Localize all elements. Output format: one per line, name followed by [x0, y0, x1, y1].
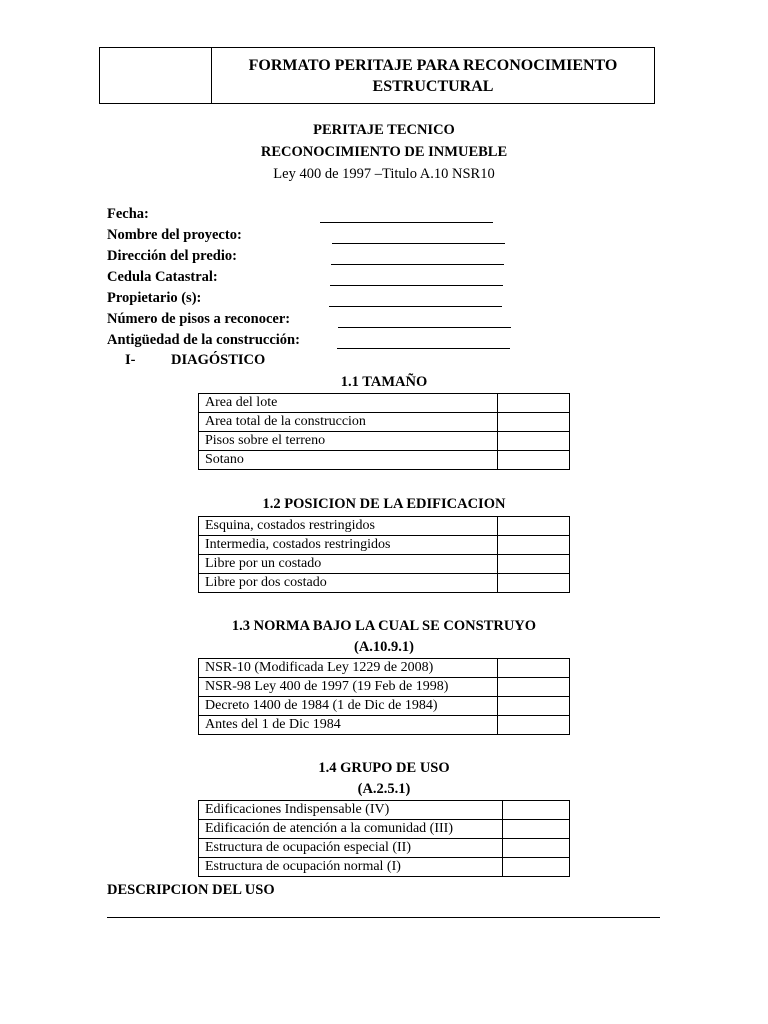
- section-1-2-title: 1.2 POSICION DE LA EDIFICACION: [262, 496, 506, 512]
- field-label-nombre-proyecto: Nombre del proyecto:: [107, 227, 242, 243]
- table-row: [199, 432, 570, 451]
- table-row: [199, 413, 570, 432]
- row-label: Edificaciones Indispensable (IV): [199, 801, 503, 820]
- field-label-antiguedad: Antigüedad de la construcción:: [107, 332, 300, 348]
- row-label: Estructura de ocupación normal (I): [199, 858, 503, 877]
- field-label-pisos: Número de pisos a reconocer:: [107, 311, 291, 327]
- table-row: [199, 678, 570, 697]
- description-line[interactable]: [107, 917, 660, 918]
- table-row: [199, 517, 570, 536]
- check-cell[interactable]: [503, 820, 570, 839]
- row-label: Estructura de ocupación especial (II): [199, 839, 503, 858]
- intro-line-1: PERITAJE TECNICO: [313, 122, 455, 138]
- table-row: [199, 574, 570, 593]
- check-cell[interactable]: [503, 801, 570, 820]
- field-line-propietario[interactable]: [329, 306, 502, 307]
- section-1-4-title: 1.4 GRUPO DE USO: [318, 760, 450, 776]
- description-label: DESCRIPCION DEL USO: [107, 882, 275, 898]
- field-line-cedula[interactable]: [330, 285, 503, 286]
- section-1-3-title: 1.3 NORMA BAJO LA CUAL SE CONSTRUYO: [231, 618, 537, 634]
- field-line-direccion[interactable]: [331, 264, 504, 265]
- field-label-direccion: Dirección del predio:: [107, 248, 237, 264]
- section-1-1-title: 1.1 TAMAÑO: [340, 374, 428, 390]
- row-label: Area del lote: [199, 394, 498, 413]
- check-cell[interactable]: [498, 697, 570, 716]
- table-row: [199, 716, 570, 735]
- field-line-pisos[interactable]: [338, 327, 511, 328]
- row-label: Pisos sobre el terreno: [199, 432, 498, 451]
- section-title: DIAGÓSTICO: [171, 352, 266, 368]
- check-cell[interactable]: [498, 574, 570, 593]
- intro-line-3: Ley 400 de 1997 –Titulo A.10 NSR10: [273, 166, 495, 182]
- table-grupo-uso: [198, 800, 570, 877]
- row-label: NSR-98 Ley 400 de 1997 (19 Feb de 1998): [199, 678, 498, 697]
- check-cell[interactable]: [498, 451, 570, 470]
- table-row: [199, 555, 570, 574]
- check-cell[interactable]: [498, 659, 570, 678]
- row-label: Edificación de atención a la comunidad (III): [199, 820, 503, 839]
- field-label-cedula: Cedula Catastral:: [107, 269, 218, 285]
- field-label-fecha: Fecha:: [107, 206, 149, 222]
- check-cell[interactable]: [498, 536, 570, 555]
- table-row: [199, 839, 570, 858]
- table-row: [199, 697, 570, 716]
- row-label: Decreto 1400 de 1984 (1 de Dic de 1984): [199, 697, 498, 716]
- field-line-nombre-proyecto[interactable]: [332, 243, 505, 244]
- section-number: I-: [125, 352, 136, 368]
- table-row: [199, 659, 570, 678]
- table-row: [199, 820, 570, 839]
- title-line-2: ESTRUCTURAL: [372, 77, 494, 95]
- header-box: [99, 47, 655, 104]
- check-cell[interactable]: [498, 413, 570, 432]
- logo-cell: [100, 48, 212, 103]
- check-cell[interactable]: [503, 858, 570, 877]
- table-row: [199, 451, 570, 470]
- check-cell[interactable]: [498, 555, 570, 574]
- row-label: NSR-10 (Modificada Ley 1229 de 2008): [199, 659, 498, 678]
- check-cell[interactable]: [498, 517, 570, 536]
- table-row: [199, 858, 570, 877]
- check-cell[interactable]: [503, 839, 570, 858]
- document-title: [212, 48, 654, 103]
- row-label: Libre por dos costado: [199, 574, 498, 593]
- table-posicion: [198, 516, 570, 593]
- check-cell[interactable]: [498, 716, 570, 735]
- table-row: [199, 394, 570, 413]
- row-label: Area total de la construccion: [199, 413, 498, 432]
- table-tamano: [198, 393, 570, 470]
- table-row: [199, 801, 570, 820]
- section-1-4-subtitle: (A.2.5.1): [357, 781, 411, 797]
- field-line-fecha[interactable]: [320, 222, 493, 223]
- section-heading: [125, 352, 265, 369]
- field-line-antiguedad[interactable]: [337, 348, 510, 349]
- row-label: Esquina, costados restringidos: [199, 517, 498, 536]
- check-cell[interactable]: [498, 432, 570, 451]
- row-label: Libre por un costado: [199, 555, 498, 574]
- table-row: [199, 536, 570, 555]
- field-label-propietario: Propietario (s):: [107, 290, 202, 306]
- check-cell[interactable]: [498, 678, 570, 697]
- table-norma: [198, 658, 570, 735]
- section-1-3-subtitle: (A.10.9.1): [353, 639, 414, 655]
- row-label: Antes del 1 de Dic 1984: [199, 716, 498, 735]
- row-label: Intermedia, costados restringidos: [199, 536, 498, 555]
- check-cell[interactable]: [498, 394, 570, 413]
- title-line-1: FORMATO PERITAJE PARA RECONOCIMIENTO: [248, 56, 618, 74]
- intro-line-2: RECONOCIMIENTO DE INMUEBLE: [260, 144, 508, 160]
- row-label: Sotano: [199, 451, 498, 470]
